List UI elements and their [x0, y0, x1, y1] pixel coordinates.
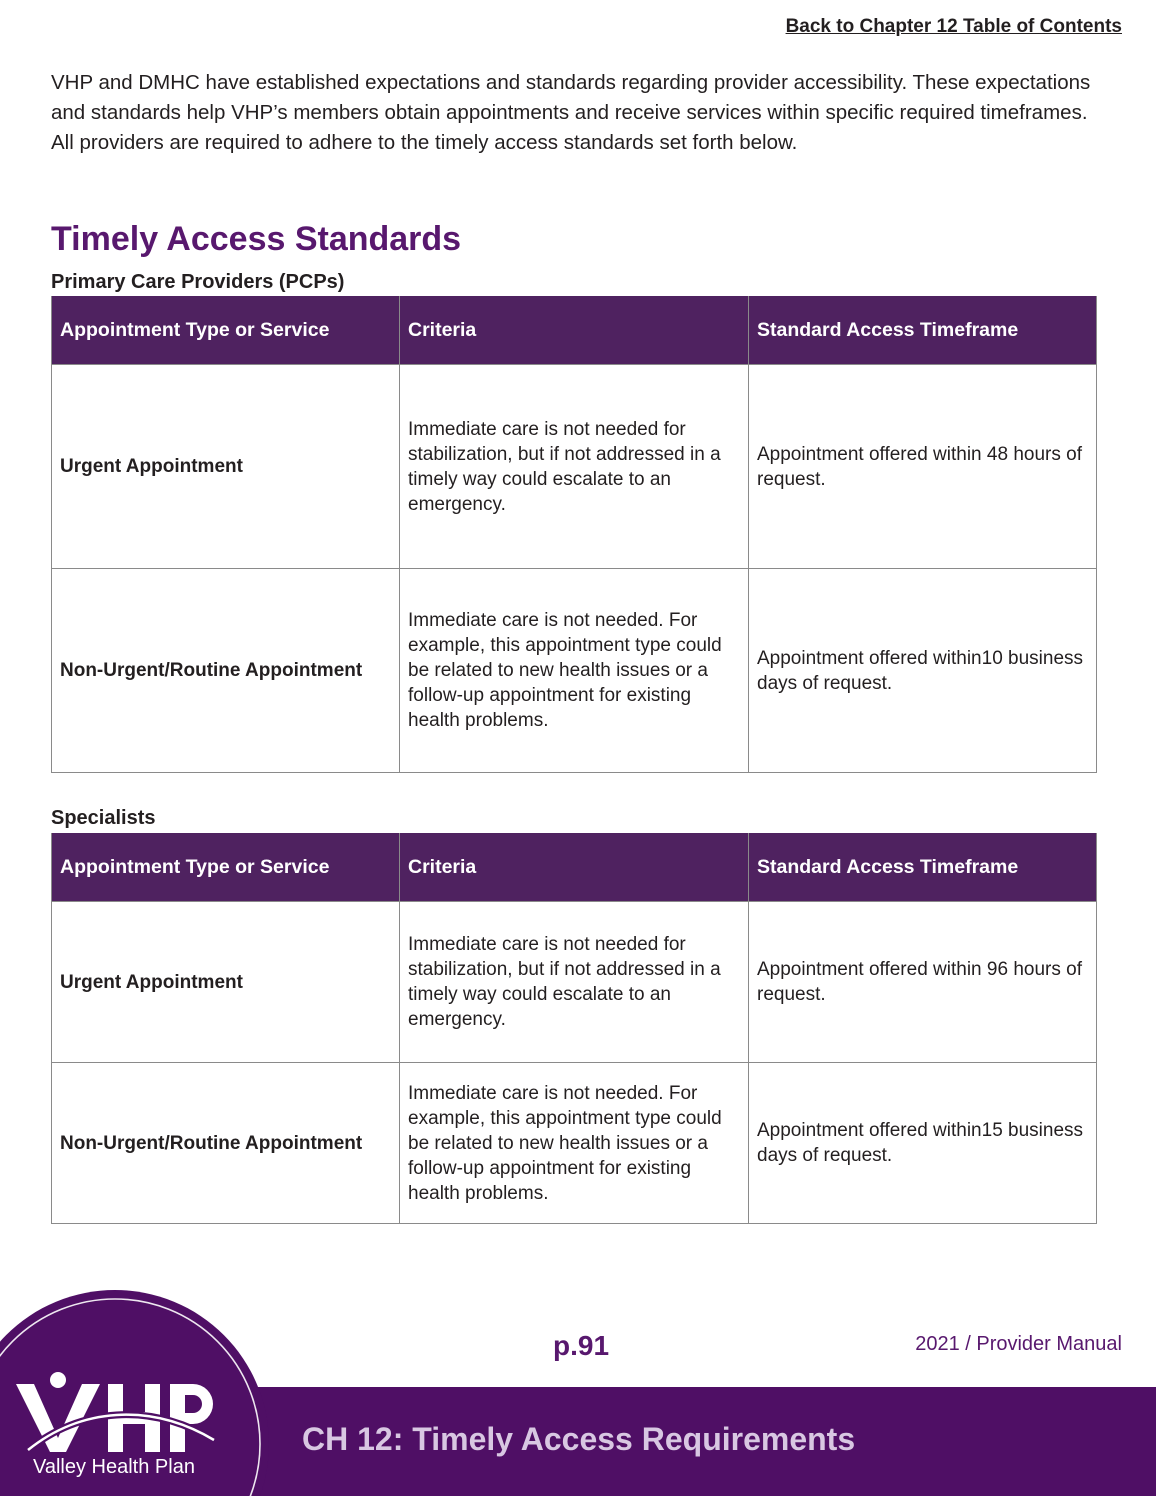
- table-header-row: [52, 833, 1097, 902]
- specialists-table-title: Specialists: [51, 807, 156, 829]
- timeframe-cell: Appointment offered within10 business days of request.: [749, 569, 1097, 773]
- column-header: Appointment Type or Service: [52, 833, 400, 902]
- column-header: Criteria: [400, 833, 749, 902]
- column-header: Standard Access Timeframe: [749, 296, 1097, 365]
- column-header: Standard Access Timeframe: [749, 833, 1097, 902]
- table-header-row: [52, 296, 1097, 365]
- logo-dot: [50, 1372, 66, 1388]
- column-header: Criteria: [400, 296, 749, 365]
- back-to-contents-link[interactable]: Back to Chapter 12 Table of Contents: [785, 16, 1122, 37]
- criteria-cell: Immediate care is not needed for stabilization, but if not addressed in a timely way could escalate to an emergency.: [400, 365, 749, 569]
- manual-label: 2021 / Provider Manual: [915, 1333, 1122, 1355]
- table-row: [52, 365, 1097, 569]
- table-row: [52, 902, 1097, 1063]
- appointment-type-cell: Urgent Appointment: [52, 365, 400, 569]
- pcp-table-title: Primary Care Providers (PCPs): [51, 271, 345, 293]
- page-number: p.91: [553, 1330, 610, 1361]
- specialists-standards-table: [51, 833, 1097, 1224]
- table-row: [52, 1063, 1097, 1224]
- column-header: Appointment Type or Service: [52, 296, 400, 365]
- section-title: Timely Access Standards: [51, 220, 462, 258]
- criteria-cell: Immediate care is not needed for stabilization, but if not addressed in a timely way could escalate to an emergency.: [400, 902, 749, 1063]
- table-row: [52, 569, 1097, 773]
- logo-caption: Valley Health Plan: [33, 1456, 195, 1478]
- timeframe-cell: Appointment offered within15 business days of request.: [749, 1063, 1097, 1224]
- chapter-title: CH 12: Timely Access Requirements: [302, 1421, 856, 1457]
- appointment-type-cell: Urgent Appointment: [52, 902, 400, 1063]
- intro-paragraph: VHP and DMHC have established expectations and standards regarding provider accessibility. These expectations and standards help VHP’s members obtain appointments and receive services within specific required timeframes. All providers are required to adhere to the timely access standards set forth below.: [51, 71, 1091, 154]
- criteria-cell: Immediate care is not needed. For example, this appointment type could be related to new health issues or a follow-up appointment for existing health problems.: [400, 569, 749, 773]
- pcp-standards-table: [51, 296, 1097, 773]
- timeframe-cell: Appointment offered within 48 hours of request.: [749, 365, 1097, 569]
- appointment-type-cell: Non-Urgent/Routine Appointment: [52, 569, 400, 773]
- criteria-cell: Immediate care is not needed. For example, this appointment type could be related to new health issues or a follow-up appointment for existing health problems.: [400, 1063, 749, 1224]
- timeframe-cell: Appointment offered within 96 hours of request.: [749, 902, 1097, 1063]
- appointment-type-cell: Non-Urgent/Routine Appointment: [52, 1063, 400, 1224]
